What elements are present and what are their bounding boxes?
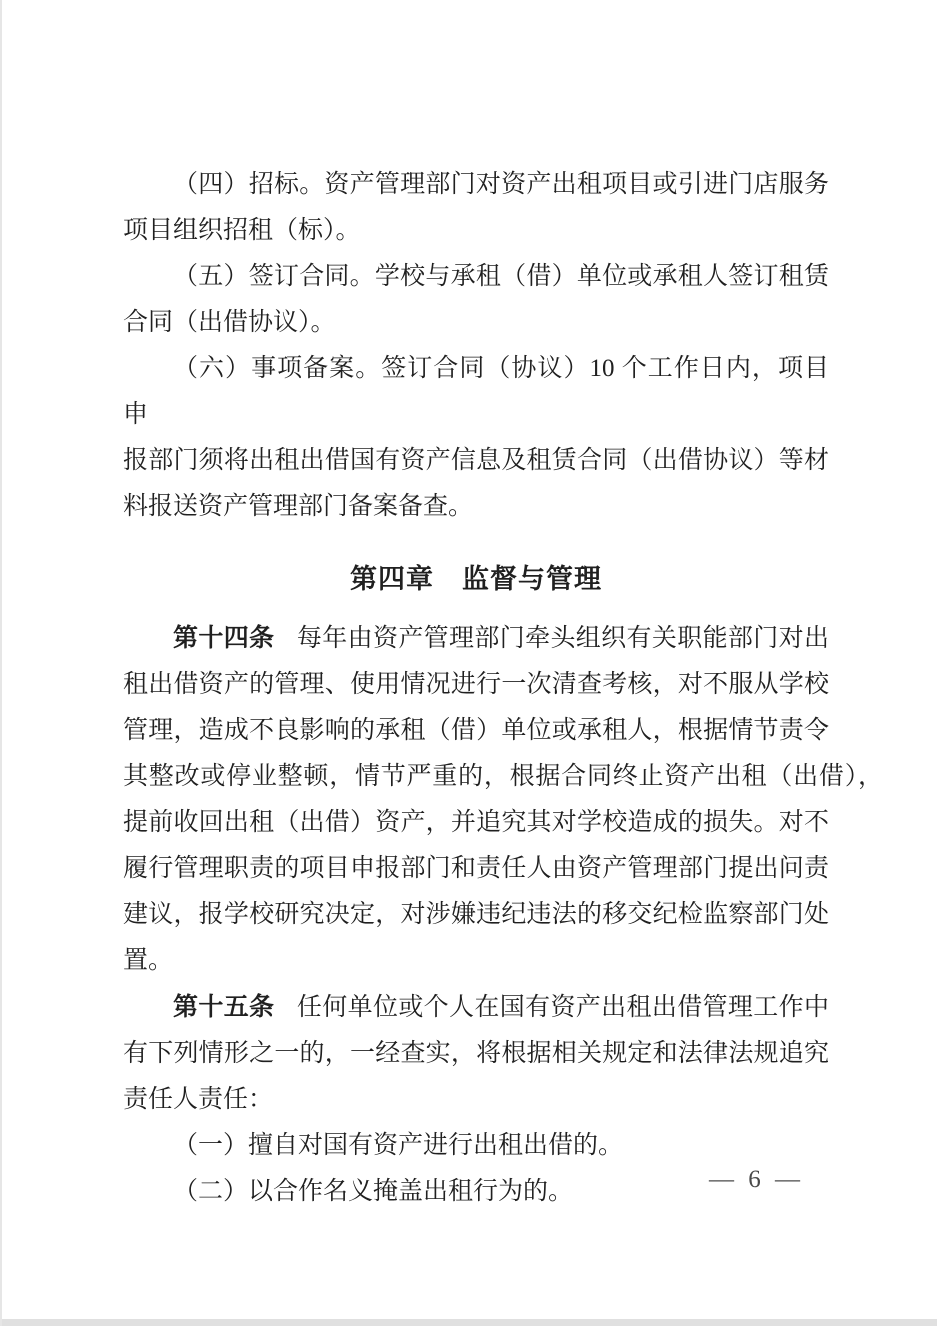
article-14-line: 履行管理职责的项目申报部门和责任人由资产管理部门提出问责 xyxy=(123,855,829,882)
article-14 xyxy=(123,615,883,984)
article-15 xyxy=(123,984,829,1123)
list-item-4-line: 项目组织招租（标）。 xyxy=(123,217,361,244)
article-15-item-1: （一）擅自对国有资产进行出租出借的。 xyxy=(173,1132,624,1159)
list-item-6-line: 料报送资产管理部门备案备查。 xyxy=(123,493,474,520)
article-14-line: 建议，报学校研究决定，对涉嫌违纪违法的移交纪检监察部门处 xyxy=(123,901,829,928)
article-15-item-2: （二）以合作名义掩盖出租行为的。 xyxy=(173,1178,574,1205)
article-14-line: 置。 xyxy=(123,947,174,974)
article-15-line: 有下列情形之一的，一经查实，将根据相关规定和法律法规追究 xyxy=(123,1040,829,1067)
page-bottom-edge xyxy=(2,1319,937,1326)
article-14-line: 其整改或停业整顿，情节严重的，根据合同终止资产出租（出借）， xyxy=(123,763,883,790)
article-14-number: 第十四条 xyxy=(173,624,275,652)
list-item-5 xyxy=(123,254,829,346)
article-14-first-line xyxy=(123,615,829,662)
list-item-4-line: （四）招标。资产管理部门对资产出租项目或引进门店服务 xyxy=(173,171,829,198)
article-14-line: 提前收回出租（出借）资产，并追究其对学校造成的损失。对不 xyxy=(123,809,829,836)
list-item-4 xyxy=(123,162,829,254)
article-15-first-line xyxy=(123,984,829,1031)
list-item-5-line: 合同（出借协议）。 xyxy=(123,309,336,336)
document-body xyxy=(123,162,883,1215)
article-15-text: 任何单位或个人在国有资产出租出借管理工作中 xyxy=(296,994,829,1021)
page-number: — 6 — xyxy=(709,1166,800,1193)
article-15-line: 责任人责任： xyxy=(123,1086,274,1113)
list-item-6-line: （六）事项备案。签订合同（协议）10 个工作日内，项目申 xyxy=(123,355,829,428)
list-item-6 xyxy=(123,346,829,530)
list-item-5-line: （五）签订合同。学校与承租（借）单位或承租人签订租赁 xyxy=(173,263,829,290)
chapter-heading: 第四章 监督与管理 xyxy=(350,564,602,594)
article-14-line: 租出借资产的管理、使用情况进行一次清查考核，对不服从学校 xyxy=(123,671,829,698)
list-item-6-line: 报部门须将出租出借国有资产信息及租赁合同（出借协议）等材 xyxy=(123,447,829,474)
article-14-line: 管理，造成不良影响的承租（借）单位或承租人，根据情节责令 xyxy=(123,717,829,744)
article-15-number: 第十五条 xyxy=(173,993,275,1021)
article-14-text: 每年由资产管理部门牵头组织有关职能部门对出 xyxy=(296,625,829,652)
